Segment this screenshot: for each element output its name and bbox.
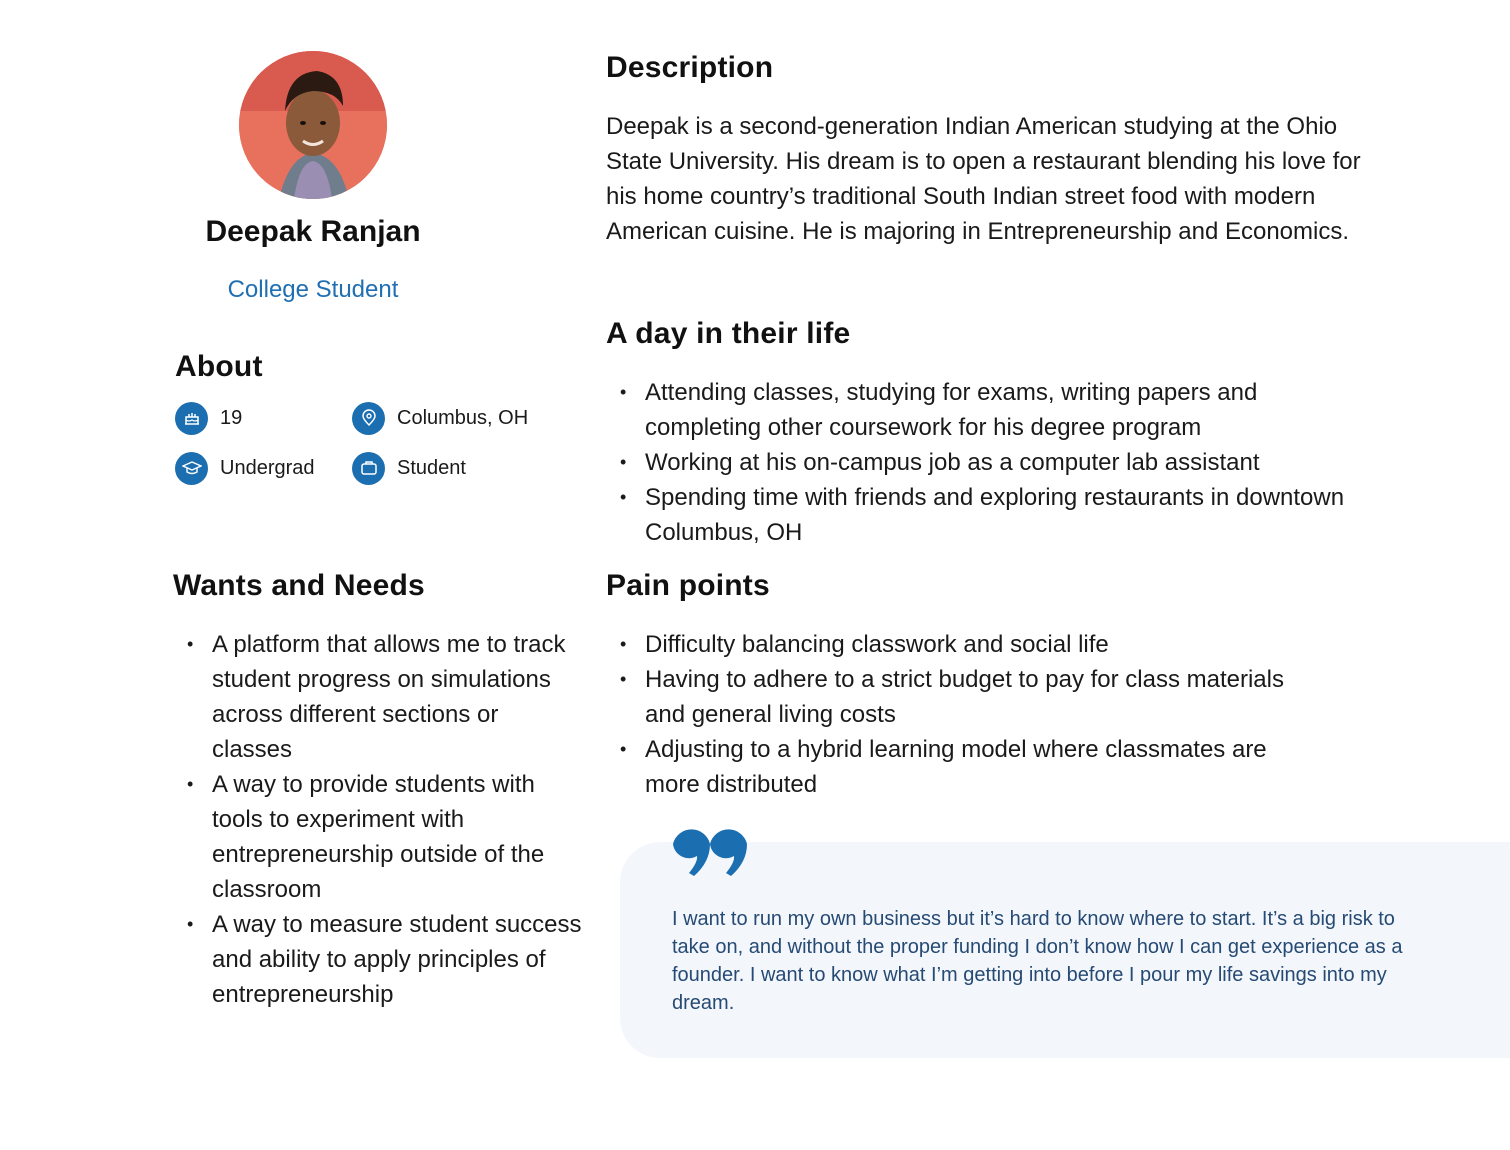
avatar <box>239 51 387 199</box>
location-pin-icon <box>352 402 385 435</box>
description-text: Deepak is a second-generation Indian American studying at the Ohio State University. His dream is to open a restaurant blending his love for his home country’s traditional South Indian street food with modern American cuisine. He is majoring in Entrepreneurship and Economics. <box>606 113 1361 245</box>
about-item-age <box>175 401 242 435</box>
quote-text: I want to run my own business but it’s hard to know where to start. It’s a big risk to take on, and without the proper funding I don’t know how I can get experience as a founder. I want to know what I’m getting into before I pour my life savings into my dream. <box>672 908 1403 1014</box>
list-item: • Working at his on-campus job as a computer lab assistant <box>606 445 1366 480</box>
graduation-cap-icon <box>175 452 208 485</box>
about-item-location <box>352 401 528 435</box>
wants-heading: Wants and Needs <box>173 569 425 602</box>
cake-icon <box>175 402 208 435</box>
day-heading: A day in their life <box>606 317 851 350</box>
list-item: • Having to adhere to a strict budget to pay for class materials and general living costs <box>606 662 1326 732</box>
about-occupation-value: Student <box>397 456 466 479</box>
day-list <box>606 375 1366 550</box>
about-heading: About <box>175 350 263 383</box>
about-location-value: Columbus, OH <box>397 406 529 429</box>
pain-list <box>606 627 1326 802</box>
about-item-occupation <box>352 451 466 485</box>
briefcase-icon <box>352 452 385 485</box>
profile-role: College Student <box>227 276 399 303</box>
quote-mark-icon <box>670 822 750 878</box>
pain-heading: Pain points <box>606 569 770 602</box>
list-item: • A way to provide students with tools to experiment with entrepreneurship outside of the classroom <box>173 767 583 907</box>
list-item: • Spending time with friends and exploring restaurants in downtown Columbus, OH <box>606 480 1366 550</box>
about-education-value: Undergrad <box>220 456 315 479</box>
description-heading: Description <box>606 51 774 84</box>
list-item: • A way to measure student success and ability to apply principles of entrepreneurship <box>173 907 583 1012</box>
about-age-value: 19 <box>220 406 243 429</box>
list-item: • A platform that allows me to track student progress on simulations across different sections or classes <box>173 627 583 767</box>
list-item: • Attending classes, studying for exams, writing papers and completing other coursework for his degree program <box>606 375 1366 445</box>
about-item-education <box>175 451 315 485</box>
list-item: • Difficulty balancing classwork and social life <box>606 627 1326 662</box>
wants-list <box>173 627 583 1012</box>
profile-photo <box>239 51 387 199</box>
profile-name: Deepak Ranjan <box>205 215 421 248</box>
list-item: • Adjusting to a hybrid learning model where classmates are more distributed <box>606 732 1326 802</box>
